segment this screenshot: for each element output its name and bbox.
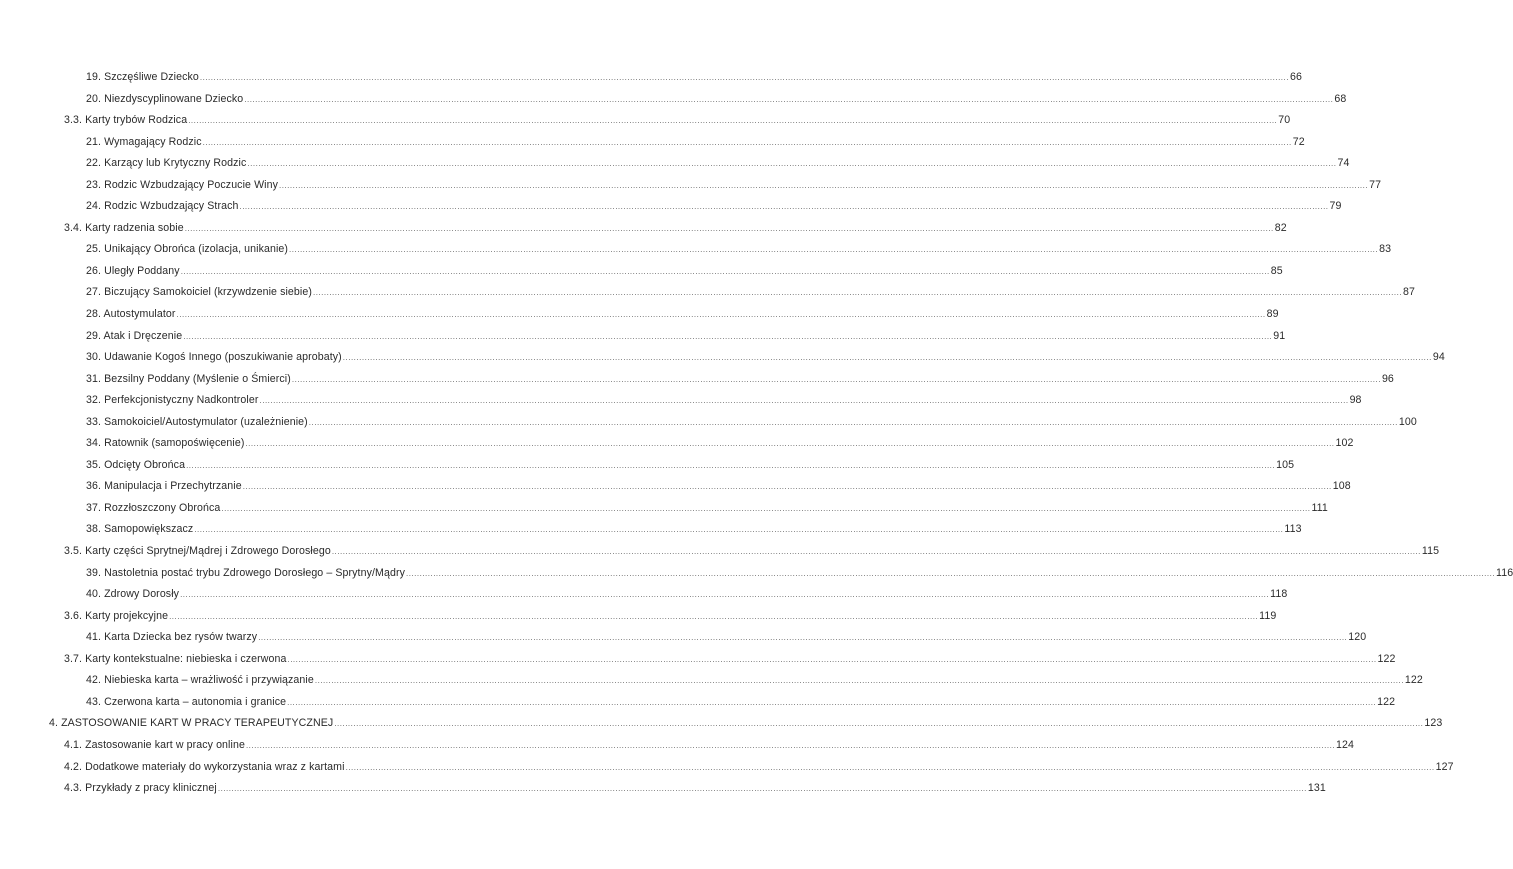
dot-leader: ................................................................................................................................................................................................................................................................................................................................................................................................................ [180,266,1270,276]
toc-entry-title: 4.1. Zastosowanie kart w pracy online [64,738,245,751]
toc-entry-title: 36. Manipulacja i Przechytrzanie [86,480,242,493]
toc-entry-page-number: 124 [1336,738,1354,751]
toc-entry [0,218,1287,240]
toc-entry-title: 39. Nastoletnia postać trybu Zdrowego Dorosłego – Sprytny/Mądry [86,566,405,579]
toc-entry-title: 26. Uległy Poddany [86,264,180,277]
dot-leader: ................................................................................................................................................................................................................................................................................................................................................................................................................ [259,396,1349,406]
toc-entry [0,563,1513,585]
toc-entry-title: 20. Niezdyscyplinowane Dziecko [86,92,244,105]
toc-entry-title: 3.5. Karty części Sprytnej/Mądrej i Zdrowego Dorosłego [64,545,331,558]
toc-entry-title: 24. Rodzic Wzbudzający Strach [86,200,239,213]
toc-entry-page-number: 66 [1289,71,1302,83]
toc-entry-title: 42. Niebieska karta – wrażliwość i przywiązanie [86,674,314,687]
toc-entry-page-number: 77 [1369,178,1382,191]
toc-entry-title: 27. Biczujący Samokoiciel (krzywdzenie siebie) [86,286,312,299]
toc-entry-title: 33. Samokoiciel/Autostymulator (uzależnienie) [86,415,308,428]
toc-entry [0,347,1445,369]
toc-entry-page-number: 72 [1292,135,1305,148]
toc-entry-title: 41. Karta Dziecka bez rysów twarzy [86,631,258,644]
toc-entry-page-number: 96 [1381,372,1394,385]
toc-entry-page-number: 82 [1274,221,1287,234]
toc-entry [0,519,1302,541]
dot-leader: ................................................................................................................................................................................................................................................................................................................................................................................................................ [345,762,1435,772]
toc-entry-page-number: 102 [1335,437,1354,450]
table-of-contents [0,67,1513,800]
dot-leader: ................................................................................................................................................................................................................................................................................................................................................................................................................ [186,460,1276,470]
toc-entry [0,196,1342,218]
toc-entry-title: 4.2. Dodatkowe materiały do wykorzystania wraz z kartami [64,760,345,773]
dot-leader: ................................................................................................................................................................................................................................................................................................................................................................................................................ [247,159,1337,169]
dot-leader: ................................................................................................................................................................................................................................................................................................................................................................................................................ [342,353,1432,363]
toc-entry-title: 3.7. Karty kontekstualne: niebieska i czerwona [64,652,287,665]
toc-entry [0,175,1382,197]
toc-entry [0,89,1347,111]
dot-leader: ................................................................................................................................................................................................................................................................................................................................................................................................................ [221,503,1311,513]
toc-entry [0,606,1277,628]
toc-entry [0,326,1286,348]
toc-entry-page-number: 115 [1421,545,1440,558]
toc-entry-title: 22. Karzący lub Krytyczny Rodzic [86,157,247,170]
toc-entry-page-number: 85 [1270,264,1283,277]
dot-leader: ................................................................................................................................................................................................................................................................................................................................................................................................................ [258,633,1348,643]
toc-entry-page-number: 89 [1266,308,1279,321]
toc-entry-page-number: 100 [1398,415,1417,428]
dot-leader: ................................................................................................................................................................................................................................................................................................................................................................................................................ [176,310,1266,320]
toc-entry-title: 21. Wymagający Rodzic [86,135,202,148]
toc-entry [0,412,1417,434]
toc-entry [0,757,1454,779]
dot-leader: ................................................................................................................................................................................................................................................................................................................................................................................................................ [405,568,1496,578]
toc-entry-page-number: 68 [1334,92,1347,105]
toc-entry-page-number: 113 [1284,523,1302,536]
toc-entry [0,735,1354,757]
toc-entry [0,649,1396,671]
dot-leader: ................................................................................................................................................................................................................................................................................................................................................................................................................ [184,223,1274,233]
toc-entry [0,261,1283,283]
toc-entry [0,498,1328,520]
dot-leader: ................................................................................................................................................................................................................................................................................................................................................................................................................ [331,547,1421,557]
dot-leader: ................................................................................................................................................................................................................................................................................................................................................................................................................ [188,116,1278,126]
toc-entry-title: 34. Ratownik (samopoświęcenie) [86,437,245,450]
toc-entry-page-number: 118 [1270,588,1288,601]
toc-entry-title: 3.3. Karty trybów Rodzica [64,114,188,127]
toc-entry [0,282,1416,304]
toc-entry-page-number: 70 [1278,114,1291,127]
toc-entry-title: 30. Udawanie Kogoś Innego (poszukiwanie aprobaty) [86,351,342,364]
toc-entry [0,476,1351,498]
toc-entry [0,433,1354,455]
dot-leader: ................................................................................................................................................................................................................................................................................................................................................................................................................ [291,374,1381,384]
dot-leader: ................................................................................................................................................................................................................................................................................................................................................................................................................ [194,525,1284,535]
toc-entry-title: 40. Zdrowy Dorosły [86,588,180,601]
dot-leader: ................................................................................................................................................................................................................................................................................................................................................................................................................ [180,590,1270,600]
toc-entry-page-number: 98 [1349,394,1362,407]
dot-leader: ................................................................................................................................................................................................................................................................................................................................................................................................................ [244,94,1334,104]
toc-entry [0,455,1295,477]
toc-entry-page-number: 83 [1379,243,1392,256]
toc-entry [0,390,1362,412]
toc-entry [0,369,1394,391]
dot-leader: ................................................................................................................................................................................................................................................................................................................................................................................................................ [245,439,1335,449]
dot-leader: ................................................................................................................................................................................................................................................................................................................................................................................................................ [314,676,1404,686]
toc-entry [0,541,1440,563]
toc-entry-title: 43. Czerwona karta – autonomia i granice [86,695,287,708]
toc-entry-title: 4. ZASTOSOWANIE KART W PRACY TERAPEUTYCZNEJ [49,717,334,730]
toc-entry-title: 32. Perfekcjonistyczny Nadkontroler [86,394,259,407]
toc-entry-page-number: 123 [1424,717,1443,730]
toc-entry-page-number: 119 [1259,609,1277,622]
dot-leader: ................................................................................................................................................................................................................................................................................................................................................................................................................ [183,331,1273,341]
toc-entry [0,692,1396,714]
dot-leader: ................................................................................................................................................................................................................................................................................................................................................................................................................ [239,202,1329,212]
toc-entry-page-number: 74 [1337,157,1350,170]
toc-entry-page-number: 122 [1377,652,1396,665]
toc-entry [0,304,1279,326]
toc-entry-page-number: 120 [1348,631,1367,644]
toc-entry [0,110,1291,132]
toc-entry-page-number: 122 [1377,695,1396,708]
dot-leader: ................................................................................................................................................................................................................................................................................................................................................................................................................ [169,611,1259,621]
toc-entry [0,670,1423,692]
dot-leader: ................................................................................................................................................................................................................................................................................................................................................................................................................ [279,180,1369,190]
toc-entry-title: 28. Autostymulator [86,308,176,321]
toc-entry-title: 38. Samopowiększacz [86,523,194,536]
toc-entry [0,713,1443,735]
toc-entry-title: 3.6. Karty projekcyjne [64,609,169,622]
toc-entry-title: 29. Atak i Dręczenie [86,329,183,342]
toc-entry-title: 37. Rozzłoszczony Obrońca [86,501,221,514]
toc-entry-page-number: 116 [1496,566,1513,579]
dot-leader: ................................................................................................................................................................................................................................................................................................................................................................................................................ [242,482,1332,492]
toc-entry [0,627,1367,649]
toc-entry-title: 3.4. Karty radzenia sobie [64,221,184,234]
dot-leader: ................................................................................................................................................................................................................................................................................................................................................................................................................ [289,245,1379,255]
toc-entry-title: 31. Bezsilny Poddany (Myślenie o Śmierci) [86,372,291,385]
dot-leader: ................................................................................................................................................................................................................................................................................................................................................................................................................ [199,73,1289,82]
toc-entry-title: 23. Rodzic Wzbudzający Poczucie Winy [86,178,279,191]
dot-leader: ................................................................................................................................................................................................................................................................................................................................................................................................................ [287,654,1377,664]
toc-entry-page-number: 91 [1273,329,1286,342]
dot-leader: ................................................................................................................................................................................................................................................................................................................................................................................................................ [245,740,1336,750]
toc-entry [0,153,1350,175]
toc-entry-page-number: 105 [1276,458,1295,471]
toc-entry [0,239,1392,261]
dot-leader: ................................................................................................................................................................................................................................................................................................................................................................................................................ [202,137,1292,147]
toc-entry-page-number: 127 [1435,760,1454,773]
toc-entry-page-number: 122 [1404,674,1423,687]
toc-entry-title: 19. Szczęśliwe Dziecko [86,71,199,83]
dot-leader: ................................................................................................................................................................................................................................................................................................................................................................................................................ [308,417,1398,427]
toc-entry [0,778,1326,800]
dot-leader: ................................................................................................................................................................................................................................................................................................................................................................................................................ [287,697,1377,707]
toc-entry-title: 35. Odcięty Obrońca [86,458,186,471]
toc-entry-title: 4.3. Przykłady z pracy klinicznej [64,782,217,795]
dot-leader: ................................................................................................................................................................................................................................................................................................................................................................................................................ [217,784,1307,794]
toc-entry-page-number: 94 [1432,351,1445,364]
toc-entry-title: 25. Unikający Obrońca (izolacja, unikanie) [86,243,289,256]
dot-leader: ................................................................................................................................................................................................................................................................................................................................................................................................................ [334,719,1424,729]
toc-entry-page-number: 79 [1329,200,1342,213]
toc-entry [0,584,1288,606]
toc-entry-page-number: 87 [1403,286,1416,299]
dot-leader: ................................................................................................................................................................................................................................................................................................................................................................................................................ [312,288,1403,298]
toc-entry-page-number: 108 [1332,480,1351,493]
toc-entry-page-number: 131 [1307,782,1326,795]
toc-entry [0,67,1302,89]
toc-entry [0,132,1305,154]
toc-entry-page-number: 111 [1311,501,1328,514]
